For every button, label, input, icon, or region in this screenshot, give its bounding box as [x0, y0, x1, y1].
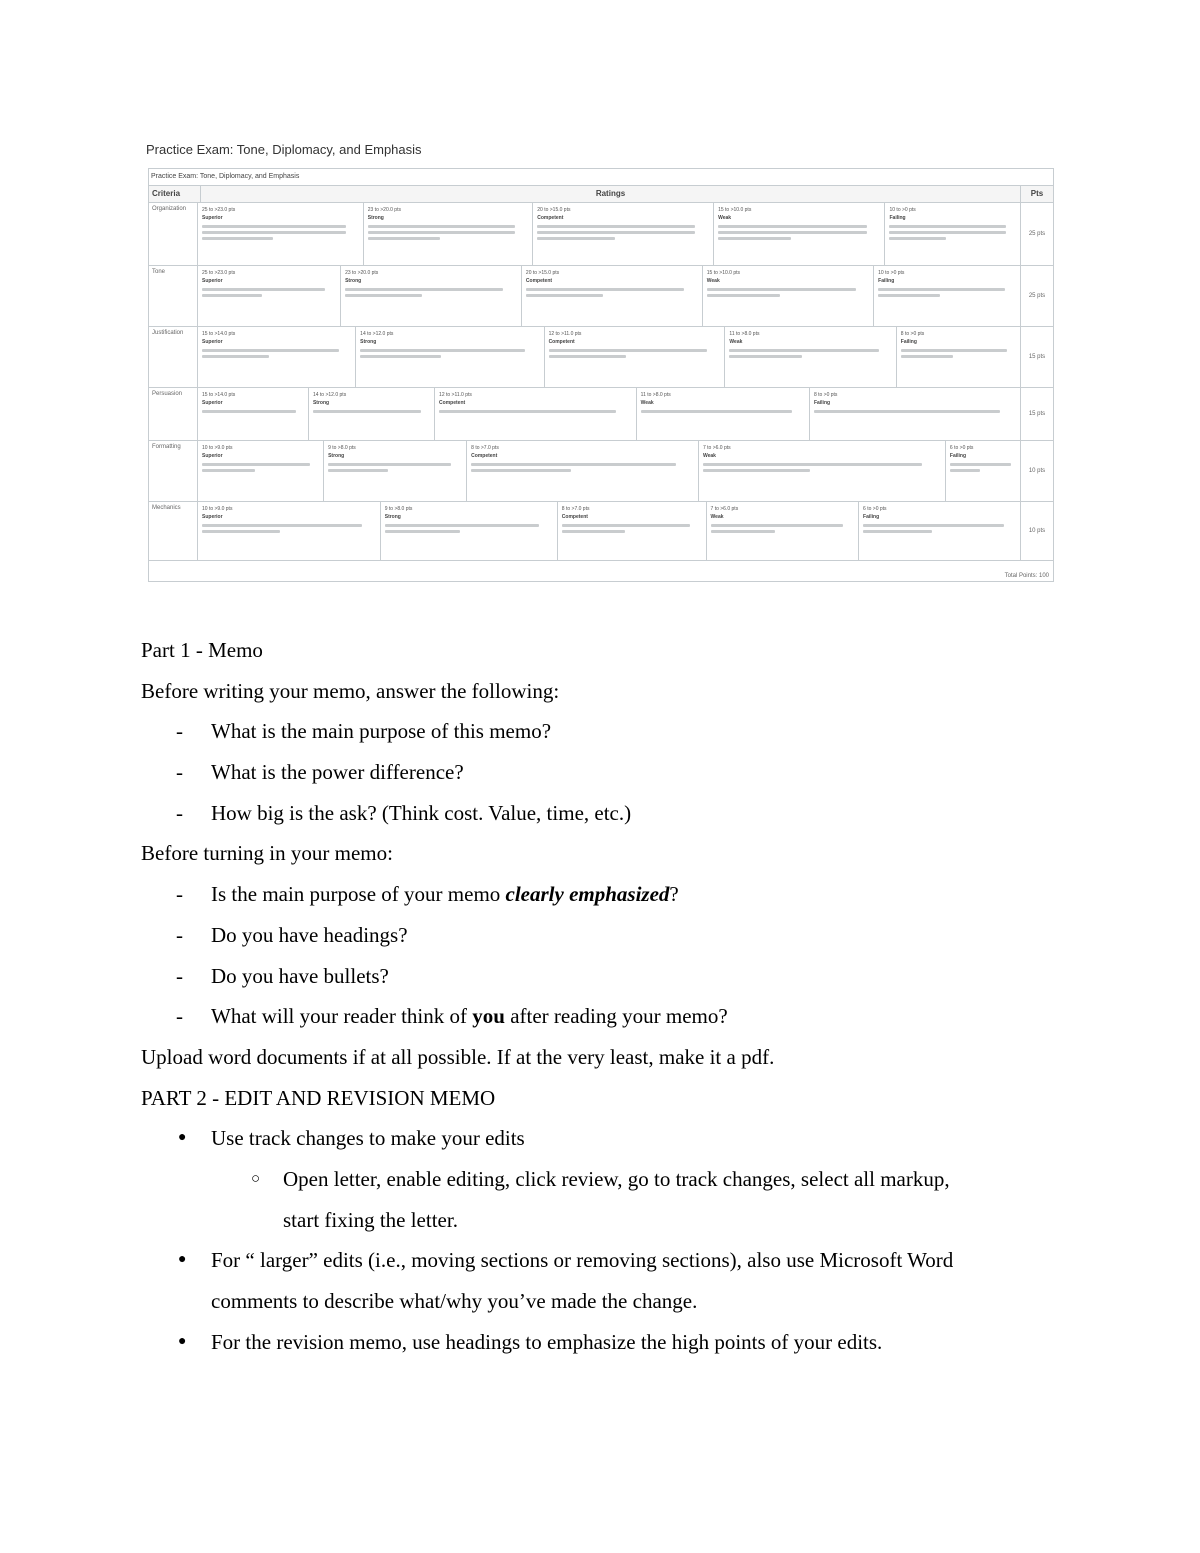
rubric-row — [149, 502, 1053, 561]
rating-description-line — [202, 349, 339, 352]
rating-level: Weak — [706, 278, 720, 284]
rating-description-line — [641, 410, 792, 413]
rating-description-line — [471, 469, 571, 472]
rating-description-line — [360, 355, 441, 358]
rating-description-line — [537, 237, 614, 240]
rating-level: Competent — [471, 453, 498, 459]
rating-level: Superior — [202, 215, 223, 221]
rating-range: 10 to >0 pts — [889, 207, 916, 213]
rating-description-line — [202, 294, 262, 297]
rating-description-line — [707, 294, 780, 297]
q1-text: Is the main purpose of your memo — [211, 882, 506, 907]
rating-description-line — [202, 225, 346, 228]
rating-range: 23 to >20.0 pts — [345, 270, 379, 276]
writing-question: What is the main purpose of this memo? — [211, 719, 552, 744]
rating-level: Superior — [202, 339, 223, 345]
bullet-text: comments to describe what/why you’ve made the change. — [211, 1289, 698, 1313]
before-writing-label: Before writing your memo, answer the following: — [141, 678, 560, 703]
rating-cell — [198, 441, 323, 501]
rating-description-line — [345, 288, 503, 291]
rating-level: Weak — [702, 453, 716, 459]
criterion-label: Persuasion — [152, 391, 183, 397]
rating-description-line — [562, 524, 691, 527]
rating-cell — [698, 441, 945, 501]
rating-range: 9 to >8.0 pts — [384, 506, 413, 512]
rating-range: 14 to >12.0 pts — [360, 331, 394, 337]
rating-cell — [809, 388, 1020, 440]
checklist-question — [211, 874, 679, 915]
emphasis-text: clearly emphasized — [505, 882, 670, 907]
emphasis-text: you — [472, 1004, 505, 1029]
list-item — [141, 915, 1061, 956]
rating-description-line — [889, 237, 946, 240]
rating-description-line — [202, 463, 310, 466]
rating-range: 6 to >0 pts — [949, 445, 974, 451]
rating-cell — [198, 327, 355, 387]
rating-description-line — [901, 355, 953, 358]
rating-cell — [198, 203, 363, 265]
rating-range: 8 to >0 pts — [813, 392, 838, 398]
rubric-row — [149, 203, 1053, 266]
rating-cell — [945, 441, 1020, 501]
bullet-text: Use track changes to make your edits — [211, 1126, 525, 1151]
rating-cell — [434, 388, 636, 440]
criterion-label: Formatting — [152, 444, 181, 450]
rubric-row — [149, 266, 1053, 327]
rating-range: 20 to >15.0 pts — [525, 270, 560, 276]
sub-bullet-marker: ○ — [251, 1170, 261, 1187]
ratings-header: Ratings — [200, 186, 1020, 202]
rating-cell — [557, 502, 706, 560]
rating-description-line — [328, 463, 451, 466]
rating-range: 9 to >8.0 pts — [328, 445, 356, 451]
rating-level: Strong — [360, 339, 377, 345]
rating-description-line — [439, 410, 616, 413]
list-item — [141, 1240, 1061, 1281]
rating-description-line — [718, 225, 867, 228]
rating-description-line — [471, 463, 676, 466]
rubric-rows — [149, 203, 1053, 561]
bullet-text: For the revision memo, use headings to emphasize the high points of your edits. — [211, 1329, 883, 1354]
rating-cell — [544, 327, 725, 387]
rating-description-line — [202, 355, 269, 358]
bullet-marker: ● — [178, 1130, 187, 1146]
criterion-points: 10 pts — [1020, 502, 1053, 560]
rating-description-line — [703, 463, 922, 466]
part2-heading: PART 2 - EDIT AND REVISION MEMO — [141, 1085, 496, 1110]
rating-range: 11 to >8.0 pts — [729, 331, 760, 337]
rating-description-line — [863, 524, 1004, 527]
rating-range: 8 to >7.0 pts — [471, 445, 499, 451]
rating-description-line — [707, 288, 856, 291]
rating-description-line — [526, 294, 603, 297]
dash-marker: - — [176, 719, 183, 744]
rating-cell — [323, 441, 466, 501]
rating-cell — [702, 266, 873, 326]
rating-description-line — [562, 530, 625, 533]
q1-suffix: ? — [669, 882, 679, 907]
rubric-row — [149, 388, 1053, 441]
dash-marker: - — [176, 963, 183, 988]
rating-description-line — [901, 349, 1007, 352]
criterion-label: Justification — [152, 330, 184, 336]
rating-level: Competent — [439, 400, 466, 406]
rating-description-line — [537, 231, 695, 234]
q4-text: What will your reader think of — [211, 1004, 473, 1029]
list-item — [141, 1322, 1061, 1363]
rating-level: Competent — [561, 514, 588, 520]
checklist-question: Do you have bullets? — [211, 963, 389, 988]
bullet-marker: ● — [178, 1252, 187, 1268]
rating-level: Strong — [328, 453, 345, 459]
criterion-label: Organization — [152, 206, 187, 212]
rating-description-line — [385, 530, 461, 533]
rating-description-line — [202, 237, 273, 240]
rating-description-line — [711, 530, 776, 533]
document-body — [141, 630, 1061, 1362]
rating-level: Weak — [710, 514, 724, 520]
rating-level: Superior — [202, 453, 223, 459]
rating-cell — [521, 266, 702, 326]
rubric-row — [149, 441, 1053, 502]
rating-range: 10 to >9.0 pts — [202, 506, 233, 512]
rating-cell — [355, 327, 543, 387]
rating-description-line — [729, 349, 878, 352]
rating-description-line — [202, 469, 255, 472]
rating-cell — [198, 388, 308, 440]
rating-description-line — [950, 469, 980, 472]
rating-description-line — [202, 410, 296, 413]
rating-level: Failing — [889, 215, 906, 221]
rating-description-line — [202, 524, 362, 527]
rating-cell — [532, 203, 713, 265]
rating-level: Competent — [525, 278, 553, 284]
rubric-row — [149, 327, 1053, 388]
rating-cell — [636, 388, 809, 440]
rating-description-line — [368, 231, 516, 234]
rating-level: Weak — [718, 215, 732, 221]
writing-question: How big is the ask? (Think cost. Value, time, etc.) — [211, 800, 632, 825]
rating-description-line — [889, 231, 1005, 234]
rubric-screenshot — [146, 140, 1056, 584]
rating-range: 11 to >8.0 pts — [640, 392, 671, 398]
rating-description-line — [368, 237, 440, 240]
rating-cell — [380, 502, 557, 560]
rating-description-line — [814, 410, 1000, 413]
rating-range: 15 to >10.0 pts — [718, 207, 752, 213]
rating-range: 10 to >0 pts — [878, 270, 905, 276]
rating-description-line — [202, 231, 346, 234]
rating-level: Failing — [813, 400, 831, 406]
list-item — [141, 1118, 1061, 1159]
rating-description-line — [549, 349, 707, 352]
list-item-continuation — [141, 1200, 1061, 1241]
rating-level: Superior — [202, 278, 223, 284]
rating-level: Strong — [367, 215, 384, 221]
rubric-table — [148, 168, 1054, 582]
rating-level: Competent — [537, 215, 564, 221]
rating-cell — [198, 266, 340, 326]
rating-level: Strong — [384, 514, 401, 520]
rating-level: Failing — [863, 514, 880, 520]
criterion-points: 15 pts — [1020, 327, 1053, 387]
rating-level: Strong — [345, 278, 362, 284]
rating-description-line — [863, 530, 932, 533]
rating-cell — [466, 441, 698, 501]
rating-level: Failing — [900, 339, 917, 345]
rating-range: 20 to >15.0 pts — [537, 207, 571, 213]
rating-cell — [884, 203, 1020, 265]
rating-description-line — [328, 469, 388, 472]
rating-level: Weak — [640, 400, 654, 406]
rating-range: 12 to >11.0 pts — [439, 392, 472, 398]
rating-cell — [873, 266, 1020, 326]
rating-cells — [197, 266, 1020, 326]
rating-level: Failing — [878, 278, 895, 284]
criterion-points: 15 pts — [1020, 388, 1053, 440]
sub-bullet-text: Open letter, enable editing, click review, go to track changes, select all markup, — [283, 1166, 950, 1191]
criteria-header: Criteria — [152, 189, 181, 198]
rating-cell — [713, 203, 884, 265]
rating-range: 15 to >14.0 pts — [202, 392, 236, 398]
dash-marker: - — [176, 1004, 183, 1029]
bullet-marker: ● — [178, 1333, 187, 1349]
rating-range: 7 to >6.0 pts — [710, 506, 739, 512]
dash-marker: - — [176, 882, 183, 907]
list-item — [141, 996, 1061, 1037]
dash-marker: - — [176, 922, 183, 947]
list-item — [141, 874, 1061, 915]
sub-bullet-text: start fixing the letter. — [283, 1207, 458, 1232]
rating-range: 15 to >10.0 pts — [706, 270, 740, 276]
rating-range: 7 to >6.0 pts — [702, 445, 731, 451]
rating-description-line — [313, 410, 421, 413]
rating-range: 14 to >12.0 pts — [312, 392, 347, 398]
rating-range: 12 to >11.0 pts — [548, 331, 582, 337]
rating-cell — [340, 266, 521, 326]
rating-description-line — [878, 294, 940, 297]
rubric-header-row — [149, 186, 1053, 203]
rating-cell — [198, 502, 380, 560]
rating-description-line — [711, 524, 843, 527]
rating-range: 8 to >7.0 pts — [561, 506, 590, 512]
criterion-label: Mechanics — [152, 505, 181, 511]
rating-description-line — [368, 225, 516, 228]
rating-level: Failing — [949, 453, 967, 459]
rating-cell — [363, 203, 533, 265]
rating-description-line — [345, 294, 422, 297]
checklist-question: Do you have headings? — [211, 922, 408, 947]
rating-cell — [858, 502, 1020, 560]
list-item-continuation — [141, 1281, 1061, 1322]
before-turning-label: Before turning in your memo: — [141, 841, 393, 866]
rating-level: Superior — [202, 514, 223, 520]
list-item — [141, 711, 1061, 752]
rating-description-line — [202, 530, 280, 533]
rating-range: 6 to >0 pts — [863, 506, 887, 512]
rating-description-line — [537, 225, 695, 228]
rating-description-line — [703, 469, 810, 472]
rating-range: 8 to >0 pts — [900, 331, 925, 337]
list-item — [141, 793, 1061, 834]
rating-cells — [197, 502, 1020, 560]
criterion-label: Tone — [152, 269, 166, 275]
rating-description-line — [360, 349, 525, 352]
pts-header: Pts — [1020, 186, 1053, 202]
rating-range: 15 to >14.0 pts — [202, 331, 236, 337]
rating-description-line — [878, 288, 1005, 291]
upload-note: Upload word documents if at all possible. If at the very least, make it a pdf. — [141, 1044, 775, 1069]
rating-level: Competent — [548, 339, 575, 345]
criterion-points: 10 pts — [1020, 441, 1053, 501]
rating-cells — [197, 441, 1020, 501]
rubric-total: Total Points: 100 — [1004, 573, 1049, 579]
rating-cells — [197, 388, 1020, 440]
rating-cell — [724, 327, 895, 387]
rating-description-line — [718, 237, 791, 240]
rating-description-line — [950, 463, 1011, 466]
rating-range: 25 to >23.0 pts — [202, 207, 236, 213]
rating-cell — [308, 388, 434, 440]
rating-range: 23 to >20.0 pts — [367, 207, 401, 213]
rubric-caption: Practice Exam: Tone, Diplomacy, and Emphasis — [149, 169, 1053, 186]
list-item — [141, 752, 1061, 793]
rating-cell — [896, 327, 1020, 387]
rubric-title: Practice Exam: Tone, Diplomacy, and Emphasis — [146, 142, 422, 157]
rating-level: Weak — [729, 339, 743, 345]
list-item — [141, 1159, 1061, 1200]
rating-description-line — [729, 355, 802, 358]
rating-description-line — [889, 225, 1005, 228]
criterion-points: 25 pts — [1020, 203, 1053, 265]
rating-cells — [197, 203, 1020, 265]
rating-description-line — [718, 231, 867, 234]
list-item — [141, 956, 1061, 997]
rating-level: Strong — [312, 400, 330, 406]
part1-heading: Part 1 - Memo — [141, 638, 263, 662]
rating-description-line — [526, 288, 684, 291]
rating-description-line — [202, 288, 325, 291]
rating-range: 25 to >23.0 pts — [202, 270, 236, 276]
writing-question: What is the power difference? — [211, 760, 464, 785]
rating-range: 10 to >9.0 pts — [202, 445, 233, 451]
dash-marker: - — [176, 760, 183, 785]
q4-suffix: after reading your memo? — [504, 1004, 728, 1029]
rating-cells — [197, 327, 1020, 387]
rating-description-line — [385, 524, 540, 527]
checklist-question — [211, 996, 728, 1037]
rating-cell — [706, 502, 859, 560]
dash-marker: - — [176, 800, 183, 825]
rating-level: Superior — [202, 400, 223, 406]
rating-description-line — [549, 355, 626, 358]
bullet-text: For “ larger” edits (i.e., moving sections or removing sections), also use Microsoft Word — [211, 1248, 954, 1273]
criterion-points: 25 pts — [1020, 266, 1053, 326]
